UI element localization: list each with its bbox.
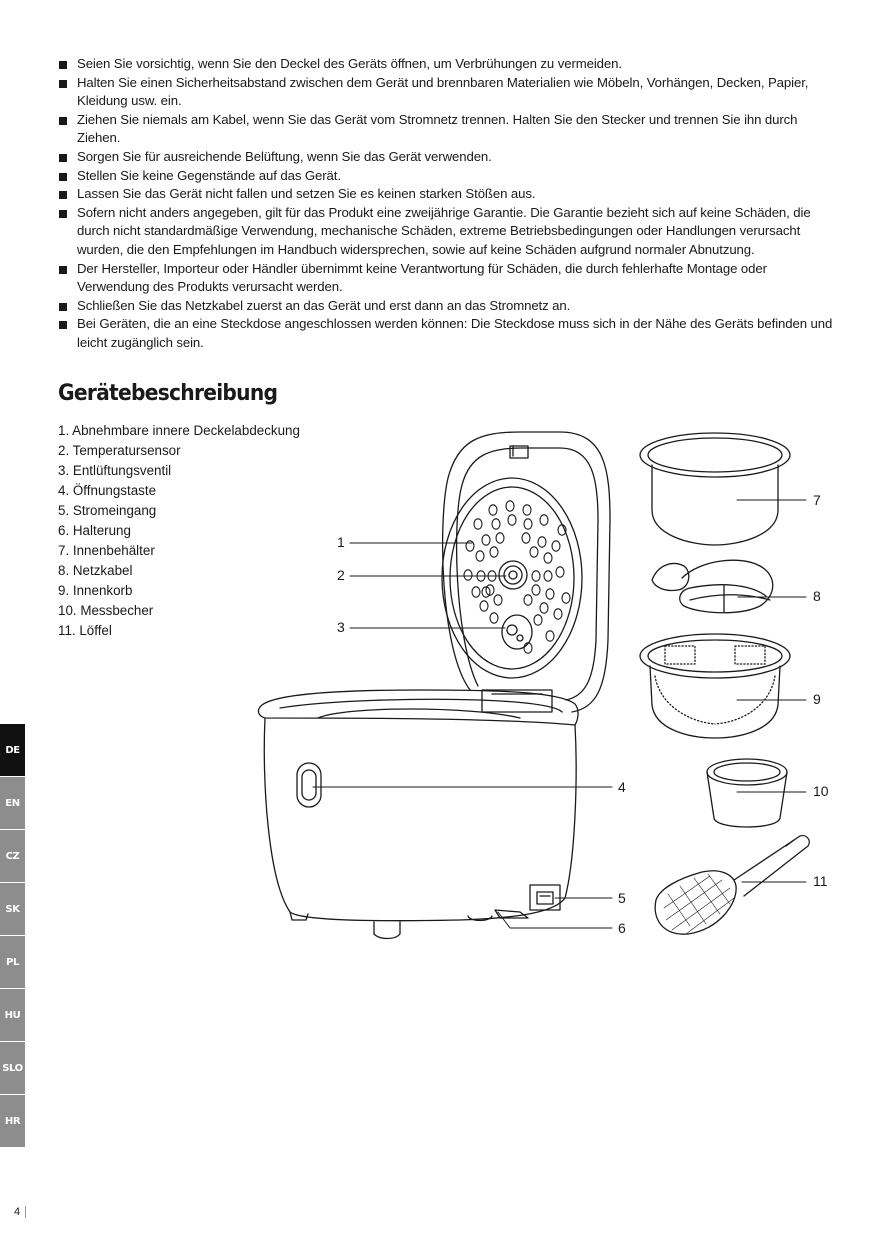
steam-hole (534, 615, 542, 625)
lang-tab-sk[interactable]: SK (0, 883, 25, 935)
safety-item: Schließen Sie das Netzkabel zuerst an das Gerät und erst dann an das Stromnetz an. (58, 297, 838, 316)
safety-item: Seien Sie vorsichtig, wenn Sie den Deckel des Geräts öffnen, um Verbrühungen zu vermeiden. (58, 55, 838, 74)
safety-item: Der Hersteller, Importeur oder Händler übernimmt keine Verantwortung für Schäden, die durch fehlerhafte Montage oder Verwendung des Produkts verursacht werden. (58, 260, 838, 297)
part-item: 1. Abnehmbare innere Deckelabdeckung (58, 423, 300, 438)
callout-11: 11 (813, 873, 828, 889)
steam-hole (554, 609, 562, 619)
steam-hole (489, 505, 497, 515)
steam-hole (552, 541, 560, 551)
measuring-cup-illustration (707, 759, 787, 827)
page-number: 4 (14, 1206, 26, 1218)
steam-hole (544, 571, 552, 581)
part-item: 8. Netzkabel (58, 563, 133, 578)
safety-item: Stellen Sie keine Gegenstände auf das Gerät. (58, 167, 838, 186)
steam-hole (556, 567, 564, 577)
inner-pot-illustration (640, 433, 790, 545)
lang-tab-hr[interactable]: HR (0, 1095, 25, 1147)
part-item: 11. Löffel (58, 623, 112, 638)
steam-hole (492, 519, 500, 529)
safety-item: Halten Sie einen Sicherheitsabstand zwischen dem Gerät und brennbaren Materialien wie Möbeln, Vorhängen, Decken, Papier, Kleidung usw. ein. (58, 74, 838, 111)
open-button (297, 763, 321, 807)
callout-7: 7 (813, 492, 821, 508)
temperature-sensor (499, 561, 527, 589)
steam-hole (490, 547, 498, 557)
part-item: 6. Halterung (58, 523, 131, 538)
lang-tab-cz[interactable]: CZ (0, 830, 25, 882)
steam-hole (466, 541, 474, 551)
steam-hole (476, 551, 484, 561)
part-item: 10. Messbecher (58, 603, 154, 618)
steam-hole (540, 603, 548, 613)
steam-hole (532, 571, 540, 581)
lang-tab-pl[interactable]: PL (0, 936, 25, 988)
steam-hole (522, 533, 530, 543)
steam-hole (540, 515, 548, 525)
steam-hole (482, 535, 490, 545)
callout-8: 8 (813, 588, 821, 604)
safety-item: Sofern nicht anders angegeben, gilt für das Produkt eine zweijährige Garantie. Die Garantie bezieht sich auf keine Schäden, die durch nicht standardmäßige Verwendung, mechanische Schäden, extreme Betriebsbedingungen oder Handlungen verursacht wurden, die den Empfehlungen im Handbuch widersprechen, sowie auf keine Schäden aufgrund normaler Abnutzung. (58, 204, 838, 260)
steam-hole (546, 589, 554, 599)
callout-3: 3 (337, 619, 345, 635)
steam-hole (562, 593, 570, 603)
steam-hole (530, 547, 538, 557)
lang-tab-en[interactable]: EN (0, 777, 25, 829)
part-item: 5. Stromeingang (58, 503, 157, 518)
leader-line-6 (498, 912, 612, 928)
section-title: Gerätebeschreibung (58, 381, 278, 406)
steam-hole (490, 613, 498, 623)
rice-spoon-illustration (655, 836, 809, 935)
language-tabs (0, 724, 25, 1148)
steam-hole (506, 501, 514, 511)
callout-1: 1 (337, 534, 345, 550)
steam-hole (538, 537, 546, 547)
callout-4: 4 (618, 779, 626, 795)
safety-item: Ziehen Sie niemals am Kabel, wenn Sie das Gerät vom Stromnetz trennen. Halten Sie den Stecker und trennen Sie ihn durch Ziehen. (58, 111, 838, 148)
callout-2: 2 (337, 567, 345, 583)
steam-hole (532, 585, 540, 595)
safety-item: Lassen Sie das Gerät nicht fallen und setzen Sie es keinen starken Stößen aus. (58, 185, 838, 204)
steam-hole (523, 505, 531, 515)
callout-10: 10 (813, 783, 829, 799)
part-item: 4. Öffnungstaste (58, 483, 157, 498)
steam-hole (508, 515, 516, 525)
part-item: 9. Innenkorb (58, 583, 133, 598)
steam-hole (524, 595, 532, 605)
steam-hole (464, 570, 472, 580)
steam-hole (496, 533, 504, 543)
part-item: 2. Temperatursensor (58, 443, 181, 458)
inner-basket-illustration (640, 634, 790, 738)
lang-tab-slo[interactable]: SLO (0, 1042, 25, 1094)
steam-hole (544, 553, 552, 563)
steam-hole (524, 519, 532, 529)
part-item: 7. Innenbehälter (58, 543, 155, 558)
callout-6: 6 (618, 920, 626, 936)
steam-hole (494, 595, 502, 605)
safety-item: Sorgen Sie für ausreichende Belüftung, wenn Sie das Gerät verwenden. (58, 148, 838, 167)
part-item: 3. Entlüftungsventil (58, 463, 172, 478)
lang-tab-de[interactable]: DE (0, 724, 25, 776)
steam-hole (480, 601, 488, 611)
vent-valve (502, 615, 532, 649)
callout-5: 5 (618, 890, 626, 906)
safety-item: Bei Geräten, die an eine Steckdose angeschlossen werden können: Die Steckdose muss sich in der Nähe des Geräts befinden und leicht zugänglich sein. (58, 315, 838, 352)
steam-hole (474, 519, 482, 529)
power-cord-illustration (652, 560, 773, 613)
steam-hole (546, 631, 554, 641)
lang-tab-hu[interactable]: HU (0, 989, 25, 1041)
steam-hole (472, 587, 480, 597)
leader-lines (313, 500, 806, 928)
callout-9: 9 (813, 691, 821, 707)
